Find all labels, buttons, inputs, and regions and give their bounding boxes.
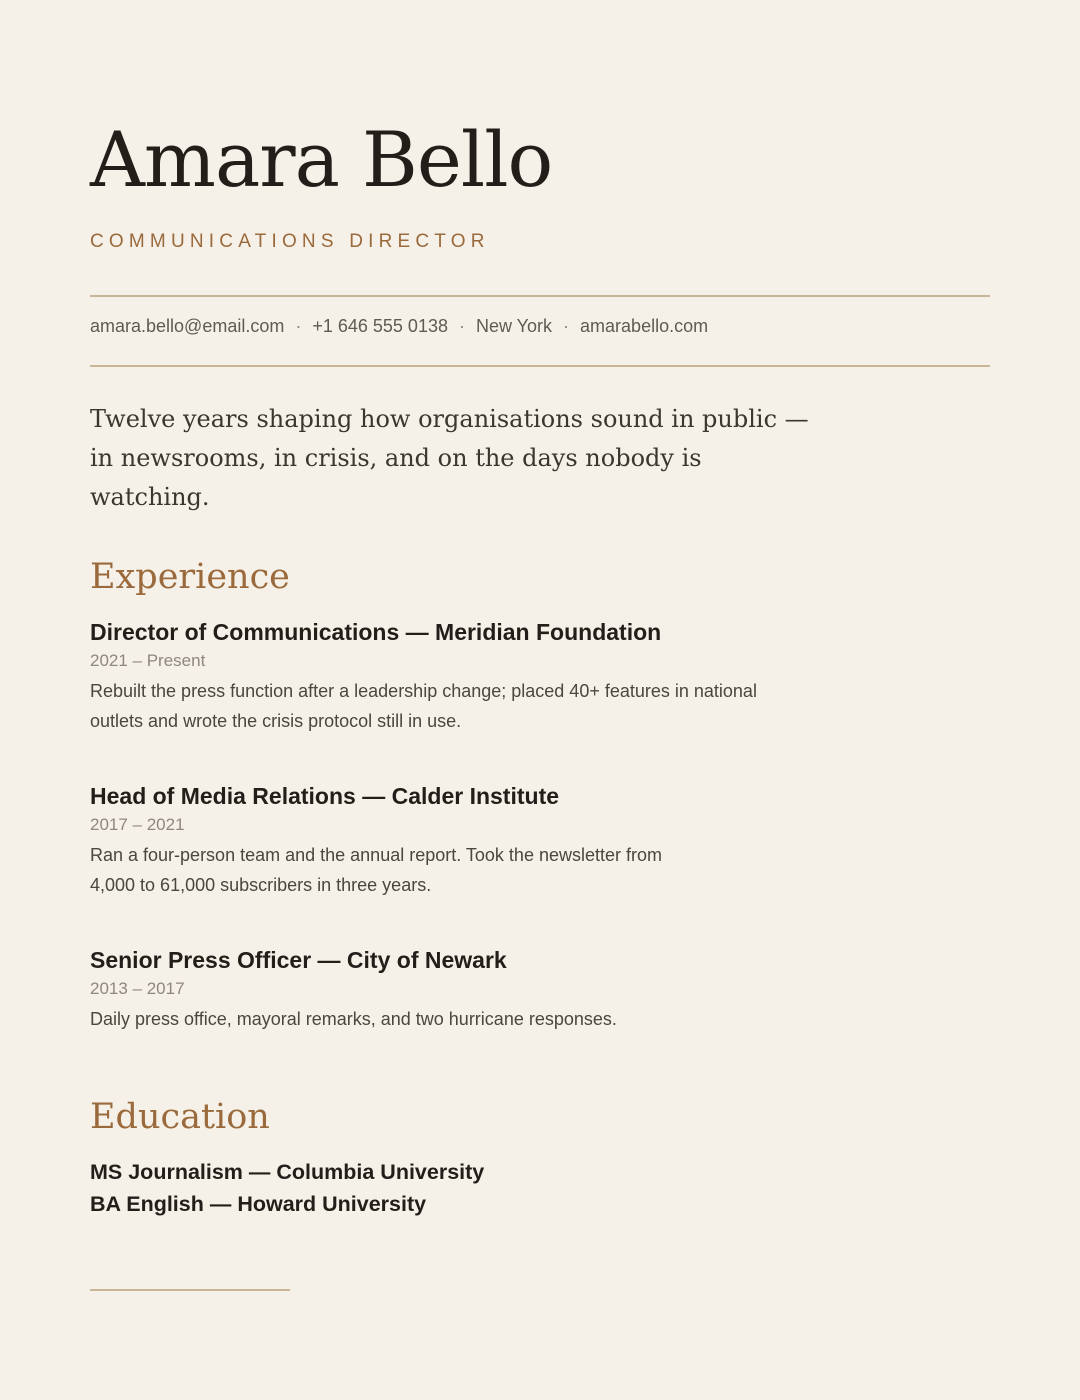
contact-phone[interactable]: +1 646 555 0138 <box>312 316 448 336</box>
experience-description: Ran a four-person team and the annual report. Took the newsletter from 4,000 to 61,000 subscribers in three years. <box>90 845 662 895</box>
contact-top-divider <box>90 295 990 297</box>
contact-website[interactable]: amarabello.com <box>580 316 709 336</box>
profile-summary: Twelve years shaping how organisations sound in public — in newsrooms, in crisis, and on the days nobody is watching. <box>90 405 809 511</box>
contact-separator: · <box>458 316 465 336</box>
education-list <box>90 1156 484 1220</box>
experience-entry <box>90 945 790 1034</box>
experience-description: Daily press office, mayoral remarks, and two hurricane responses. <box>90 1009 617 1029</box>
contact-email[interactable]: amara.bello@email.com <box>90 316 285 336</box>
contact-separator: · <box>563 316 570 336</box>
education-heading: Education <box>90 1097 270 1137</box>
experience-entry <box>90 781 790 900</box>
experience-entry <box>90 617 790 736</box>
experience-title: Head of Media Relations — Calder Institute <box>90 783 560 809</box>
job-role-title: COMMUNICATIONS DIRECTOR <box>90 231 490 252</box>
experience-dates: 2017 – 2021 <box>90 815 185 834</box>
experience-title: Director of Communications — Meridian Foundation <box>90 619 662 645</box>
resume-name: Amara Bello <box>90 115 553 204</box>
contact-line <box>90 316 708 337</box>
experience-dates: 2021 – Present <box>90 651 206 670</box>
experience-heading: Experience <box>90 557 290 597</box>
education-item: MS Journalism — Columbia University <box>90 1160 485 1184</box>
footer-divider <box>90 1289 290 1291</box>
education-item: BA English — Howard University <box>90 1192 427 1216</box>
experience-description: Rebuilt the press function after a leadership change; placed 40+ features in national outlets and wrote the crisis protocol still in use. <box>90 681 757 731</box>
contact-separator: · <box>295 316 302 336</box>
contact-location: New York <box>475 316 553 336</box>
experience-dates: 2013 – 2017 <box>90 979 185 998</box>
experience-title: Senior Press Officer — City of Newark <box>90 947 507 973</box>
contact-bottom-divider <box>90 365 990 367</box>
